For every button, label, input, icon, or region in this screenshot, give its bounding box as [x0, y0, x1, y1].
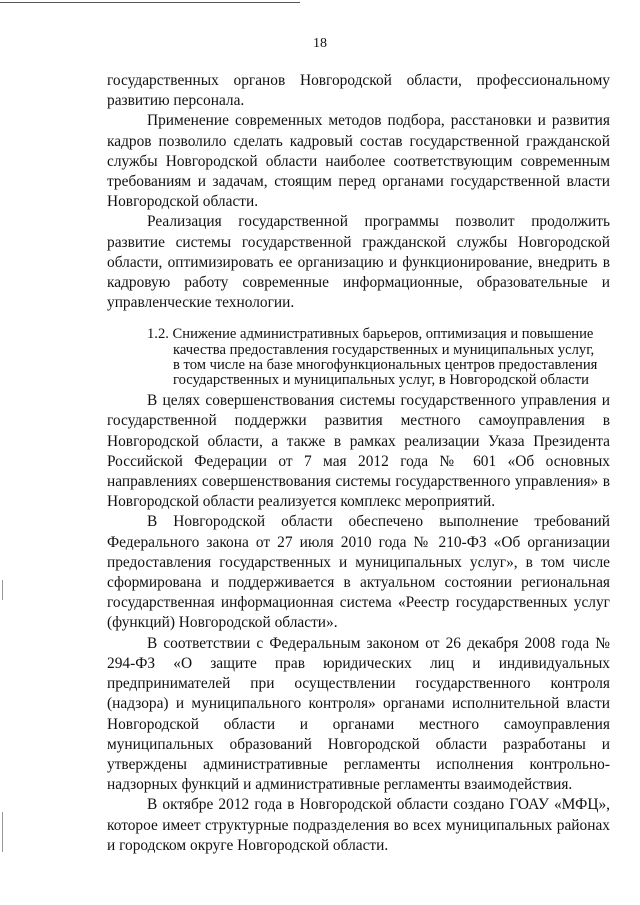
section-heading — [107, 327, 610, 388]
page-number: 18 — [313, 36, 327, 51]
section-heading-line: 1.2. Снижение административных барьеров, оптимизация и повышение — [147, 326, 594, 343]
paragraph: Реализация государственной программы позволит продолжить развитие системы государственной гражданской службы Новгородской области, оптимизировать ее организацию и функционирование, внедрить в кадровую работу современные информационные, образовательные и управленческие технологии. — [107, 213, 610, 312]
scan-edge-line — [0, 2, 300, 3]
paragraph: государственных органов Новгородской области, профессиональному развитию персонала. — [107, 72, 610, 110]
paragraph: Применение современных методов подбора, расстановки и развития кадров позволило сделать кадровый состав государственной гражданской службы Новгородской области наиболее соответствующим современным требованиям и задачам, стоящим перед органами государственной власти Новгородской области. — [107, 112, 610, 211]
section-heading-line: государственных и муниципальных услуг, в Новгородской области — [173, 372, 589, 389]
section-heading-line: в том числе на базе многофункциональных центров предоставления — [173, 356, 598, 373]
section-heading-line: качества предоставления государственных и муниципальных услуг, — [173, 341, 595, 358]
scan-margin-mark — [2, 812, 3, 852]
paragraph: В Новгородской области обеспечено выполнение требований Федерального закона от 27 июля 2010 года № 210-ФЗ «Об организации предоставления государственных и муниципальных услуг», в том числе сформирована и поддерживается в актуальном состоянии региональная государственная информационная система «Реестр государственных услуг (функций) Новгородской области». — [107, 513, 610, 632]
scan-margin-mark — [2, 580, 3, 600]
paragraph: В целях совершенствования системы государственного управления и государственной поддержки развития местного самоуправления в Новгородской области, а также в рамках реализации Указа Президента Российской Федерации от 7 мая 2012 года № 601 «Об основных направлениях совершенствования системы государственного управления» в Новгородской области реализуется комплекс мероприятий. — [107, 392, 610, 511]
paragraph: В соответствии с Федеральным законом от 26 декабря 2008 года № 294-ФЗ «О защите прав юридических лиц и индивидуальных предпринимателей при осуществлении государственного контроля (надзора) и муниципального контроля» органами исполнительной власти Новгородской области и органами местного самоуправления муниципальных образований Новгородской области разработаны и утверждены административные регламенты исполнения контрольно-надзорных функций и административные регламенты взаимодействия. — [107, 634, 610, 794]
document-body — [107, 71, 610, 856]
paragraph: В октябре 2012 года в Новгородской области создано ГОАУ «МФЦ», которое имеет структурные подразделения во всех муниципальных районах и городском округе Новгородской области. — [107, 796, 610, 854]
